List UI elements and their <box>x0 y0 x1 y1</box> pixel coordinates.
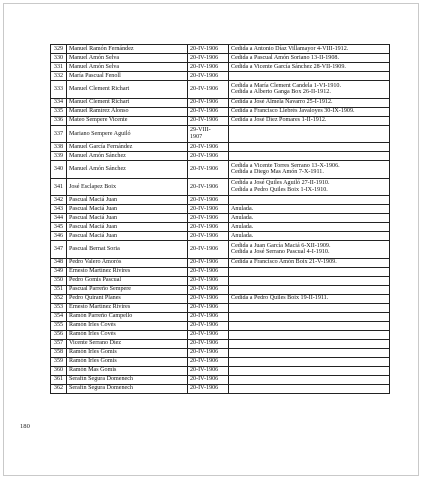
date-cell: 20-IV-1906 <box>188 366 229 375</box>
transfer-note-line: Cedida a Vicente Torres Serrano 13-X-1906. <box>231 162 340 169</box>
table-row <box>51 267 390 276</box>
date-cell: 20-IV-1906 <box>188 339 229 348</box>
entry-number-cell: 342 <box>51 196 67 205</box>
date-cell: 20-IV-1906 <box>188 232 229 241</box>
table-row <box>51 303 390 312</box>
transfer-note-line: Cedida a Vicente García Sánchez 28-VII-1909. <box>231 63 346 70</box>
transfer-note-cell <box>229 116 390 125</box>
date-cell: 20-IV-1906 <box>188 276 229 285</box>
date-cell: 20-IV-1906 <box>188 178 229 196</box>
transfer-note-line: Cedida a Pedro Quiles Boix 19-II-1911. <box>231 295 329 302</box>
date-cell: 20-IV-1906 <box>188 54 229 63</box>
date-cell: 20-IV-1906 <box>188 81 229 99</box>
holder-name-cell: Ramón Irles Covés <box>67 330 188 339</box>
date-cell: 20-IV-1906 <box>188 152 229 161</box>
transfer-note-cell <box>229 196 390 205</box>
transfer-note-line: Cedida a Francisco Amón Boix 21-V-1909. <box>231 259 337 266</box>
table-row <box>51 294 390 303</box>
entry-number-cell: 355 <box>51 321 67 330</box>
holder-name-cell: Pascual Maciá Juan <box>67 223 188 232</box>
date-cell: 20-IV-1906 <box>188 267 229 276</box>
table-row <box>51 339 390 348</box>
table-row <box>51 196 390 205</box>
table-row <box>51 232 390 241</box>
transfer-note-cell <box>229 321 390 330</box>
transfer-note-cell <box>229 45 390 54</box>
entry-number-cell: 339 <box>51 152 67 161</box>
transfer-note-line: Cedida a Antonio Díaz Villamayor 4-VIII-1912. <box>231 45 349 52</box>
transfer-note-line: Cedida a José Serrano Pascual 4-I-1910. <box>231 249 330 256</box>
transfer-note-cell <box>229 125 390 143</box>
date-cell: 20-IV-1906 <box>188 330 229 339</box>
transfer-note-line: Cedida a María Clement Candela 1-VI-1910. <box>231 82 341 89</box>
transfer-note-cell <box>229 178 390 196</box>
date-cell: 20-IV-1906 <box>188 241 229 259</box>
holder-name-cell: Pascual Maciá Juan <box>67 214 188 223</box>
entry-number-cell: 346 <box>51 232 67 241</box>
holder-name-cell: Ramón Irles Covés <box>67 321 188 330</box>
entry-number-cell: 360 <box>51 366 67 375</box>
transfer-note-cell <box>229 357 390 366</box>
table-row <box>51 321 390 330</box>
holder-name-cell: Manuel Amón Selva <box>67 54 188 63</box>
transfer-note-line: Cedida a José Díez Pomares 1-II-1912. <box>231 117 327 124</box>
table-row <box>51 116 390 125</box>
date-cell: 20-IV-1906 <box>188 116 229 125</box>
holder-name-cell: José Esclapez Boix <box>67 178 188 196</box>
entry-number-cell: 358 <box>51 348 67 357</box>
entry-number-cell: 359 <box>51 357 67 366</box>
transfer-note-cell <box>229 375 390 384</box>
registry-table-body <box>51 45 390 394</box>
transfer-note-cell <box>229 54 390 63</box>
date-line: 29-VIII- <box>190 127 211 134</box>
entry-number-cell: 331 <box>51 63 67 72</box>
table-row <box>51 81 390 99</box>
holder-name-cell: Ernesto Martínez Rivires <box>67 267 188 276</box>
transfer-note-cell <box>229 205 390 214</box>
transfer-note-cell <box>229 72 390 81</box>
transfer-note-cell <box>229 258 390 267</box>
transfer-note-cell <box>229 276 390 285</box>
transfer-note-line: Cedida a Francisco Llebrés Javaloyes 30-IX-1909. <box>231 108 355 115</box>
date-cell: 20-IV-1906 <box>188 321 229 330</box>
holder-name-cell: Mateo Sempere Vicente <box>67 116 188 125</box>
transfer-note-line: Cedida a Alberto Ganga Box 26-II-1912. <box>231 89 331 96</box>
holder-name-cell: Manuel Amón Sánchez <box>67 152 188 161</box>
table-row <box>51 258 390 267</box>
holder-name-cell: Manuel García Fernández <box>67 143 188 152</box>
entry-number-cell: 337 <box>51 125 67 143</box>
date-cell: 20-IV-1906 <box>188 357 229 366</box>
holder-name-cell: Ramón Mas Gomis <box>67 366 188 375</box>
transfer-note-cell <box>229 294 390 303</box>
table-row <box>51 63 390 72</box>
table-row <box>51 375 390 384</box>
table-row <box>51 205 390 214</box>
entry-number-cell: 335 <box>51 107 67 116</box>
entry-number-cell: 333 <box>51 81 67 99</box>
entry-number-cell: 353 <box>51 303 67 312</box>
table-row <box>51 98 390 107</box>
entry-number-cell: 356 <box>51 330 67 339</box>
table-row <box>51 178 390 196</box>
table-row <box>51 125 390 143</box>
entry-number-cell: 350 <box>51 276 67 285</box>
holder-name-cell: Serafín Segura Domenech <box>67 375 188 384</box>
date-cell: 20-IV-1906 <box>188 63 229 72</box>
transfer-note-cell <box>229 366 390 375</box>
date-cell: 20-IV-1906 <box>188 303 229 312</box>
holder-name-cell: Manuel Amón Selva <box>67 63 188 72</box>
date-cell: 20-IV-1906 <box>188 375 229 384</box>
entry-number-cell: 343 <box>51 205 67 214</box>
entry-number-cell: 330 <box>51 54 67 63</box>
table-row <box>51 72 390 81</box>
transfer-note-cell <box>229 339 390 348</box>
transfer-note-cell <box>229 223 390 232</box>
transfer-note-line: Cedida a Juan García Maciá 6-XII-1909. <box>231 242 331 249</box>
transfer-note-cell <box>229 63 390 72</box>
table-row <box>51 285 390 294</box>
transfer-note-line: Cedida a José Almela Navarro 25-I-1912. <box>231 99 333 106</box>
date-cell: 20-IV-1906 <box>188 196 229 205</box>
holder-name-cell: Vicente Serrano Díez <box>67 339 188 348</box>
holder-name-cell: Manuel Amón Sánchez <box>67 161 188 179</box>
entry-number-cell: 354 <box>51 312 67 321</box>
table-row <box>51 330 390 339</box>
transfer-note-cell <box>229 267 390 276</box>
date-cell: 20-IV-1906 <box>188 72 229 81</box>
entry-number-cell: 341 <box>51 178 67 196</box>
holder-name-cell: Mariano Sempere Aguiló <box>67 125 188 143</box>
holder-name-cell: Ramón Irles Gomis <box>67 357 188 366</box>
page-number: 180 <box>20 423 30 430</box>
transfer-note-cell <box>229 107 390 116</box>
entry-number-cell: 345 <box>51 223 67 232</box>
date-cell: 20-IV-1906 <box>188 107 229 116</box>
transfer-note-cell <box>229 241 390 259</box>
transfer-note-line: Anulada. <box>231 223 254 230</box>
transfer-note-cell <box>229 312 390 321</box>
holder-name-cell: Pascual Parreño Sempere <box>67 285 188 294</box>
entry-number-cell: 336 <box>51 116 67 125</box>
transfer-note-line: Cedida a José Quiles Aguiló 27-II-1910. <box>231 180 330 187</box>
holder-name-cell: Pedro Valero Amorós <box>67 258 188 267</box>
date-cell: 20-IV-1906 <box>188 161 229 179</box>
entry-number-cell: 349 <box>51 267 67 276</box>
transfer-note-line: Cedida a Pedro Quiles Boix 1-IX-1910. <box>231 186 328 193</box>
entry-number-cell: 334 <box>51 98 67 107</box>
holder-name-cell: Ramón Irles Gomis <box>67 348 188 357</box>
date-cell: 20-IV-1906 <box>188 258 229 267</box>
holder-name-cell: Manuel Ramón Fernández <box>67 45 188 54</box>
table-row <box>51 45 390 54</box>
entry-number-cell: 351 <box>51 285 67 294</box>
holder-name-cell: Manuel Clement Richart <box>67 81 188 99</box>
entry-number-cell: 362 <box>51 384 67 393</box>
date-cell: 20-IV-1906 <box>188 45 229 54</box>
holder-name-cell: Pascual Maciá Juan <box>67 232 188 241</box>
entry-number-cell: 329 <box>51 45 67 54</box>
entry-number-cell: 352 <box>51 294 67 303</box>
transfer-note-cell <box>229 384 390 393</box>
transfer-note-cell <box>229 232 390 241</box>
date-cell: 20-IV-1906 <box>188 384 229 393</box>
transfer-note-cell <box>229 330 390 339</box>
table-row <box>51 107 390 116</box>
table-row <box>51 161 390 179</box>
holder-name-cell: Pascual Maciá Juan <box>67 205 188 214</box>
date-cell: 20-IV-1906 <box>188 223 229 232</box>
transfer-note-cell <box>229 81 390 99</box>
table-row <box>51 357 390 366</box>
date-cell: 20-IV-1906 <box>188 348 229 357</box>
holder-name-cell: Ramón Parreño Campello <box>67 312 188 321</box>
entry-number-cell: 332 <box>51 72 67 81</box>
transfer-note-cell <box>229 348 390 357</box>
entry-number-cell: 347 <box>51 241 67 259</box>
transfer-note-cell <box>229 285 390 294</box>
transfer-note-line: Anulada. <box>231 205 254 212</box>
holder-name-cell: Manuel Ramírez Alonso <box>67 107 188 116</box>
entry-number-cell: 344 <box>51 214 67 223</box>
table-row <box>51 276 390 285</box>
table-row <box>51 366 390 375</box>
holder-name-cell: Manuel Clement Richart <box>67 98 188 107</box>
table-row <box>51 223 390 232</box>
transfer-note-line: Anulada. <box>231 232 254 239</box>
table-row <box>51 348 390 357</box>
entry-number-cell: 348 <box>51 258 67 267</box>
holder-name-cell: María Pascual Fenoll <box>67 72 188 81</box>
transfer-note-line: Cedida a Pascual Amón Soriano 13-II-1908. <box>231 54 339 61</box>
transfer-note-cell <box>229 214 390 223</box>
transfer-note-cell <box>229 161 390 179</box>
table-row <box>51 384 390 393</box>
table-row <box>51 241 390 259</box>
entry-number-cell: 361 <box>51 375 67 384</box>
date-cell <box>188 125 229 143</box>
table-row <box>51 312 390 321</box>
holder-name-cell: Pedro Quirant Planes <box>67 294 188 303</box>
holder-name-cell: Pascual Bernat Soria <box>67 241 188 259</box>
entry-number-cell: 340 <box>51 161 67 179</box>
table-row <box>51 143 390 152</box>
transfer-note-cell <box>229 98 390 107</box>
entry-number-cell: 357 <box>51 339 67 348</box>
transfer-note-line: Cedida a Diego Mas Amón 7-X-1911. <box>231 169 324 176</box>
date-cell: 20-IV-1906 <box>188 294 229 303</box>
holder-name-cell: Serafín Segura Domenech <box>67 384 188 393</box>
table-row <box>51 214 390 223</box>
date-cell: 20-IV-1906 <box>188 205 229 214</box>
holder-name-cell: Ernesto Martínez Rivires <box>67 303 188 312</box>
holder-name-cell: Pedro Gomis Pascual <box>67 276 188 285</box>
date-cell: 20-IV-1906 <box>188 214 229 223</box>
date-cell: 20-IV-1906 <box>188 143 229 152</box>
entry-number-cell: 338 <box>51 143 67 152</box>
date-cell: 20-IV-1906 <box>188 285 229 294</box>
transfer-note-cell <box>229 143 390 152</box>
date-cell: 20-IV-1906 <box>188 98 229 107</box>
date-line: 1907 <box>190 133 203 140</box>
table-row <box>51 152 390 161</box>
date-cell: 20-IV-1906 <box>188 312 229 321</box>
transfer-note-cell <box>229 152 390 161</box>
transfer-note-cell <box>229 303 390 312</box>
transfer-note-line: Anulada. <box>231 214 254 221</box>
holder-name-cell: Pascual Maciá Juan <box>67 196 188 205</box>
table-row <box>51 54 390 63</box>
registry-table <box>50 44 390 394</box>
